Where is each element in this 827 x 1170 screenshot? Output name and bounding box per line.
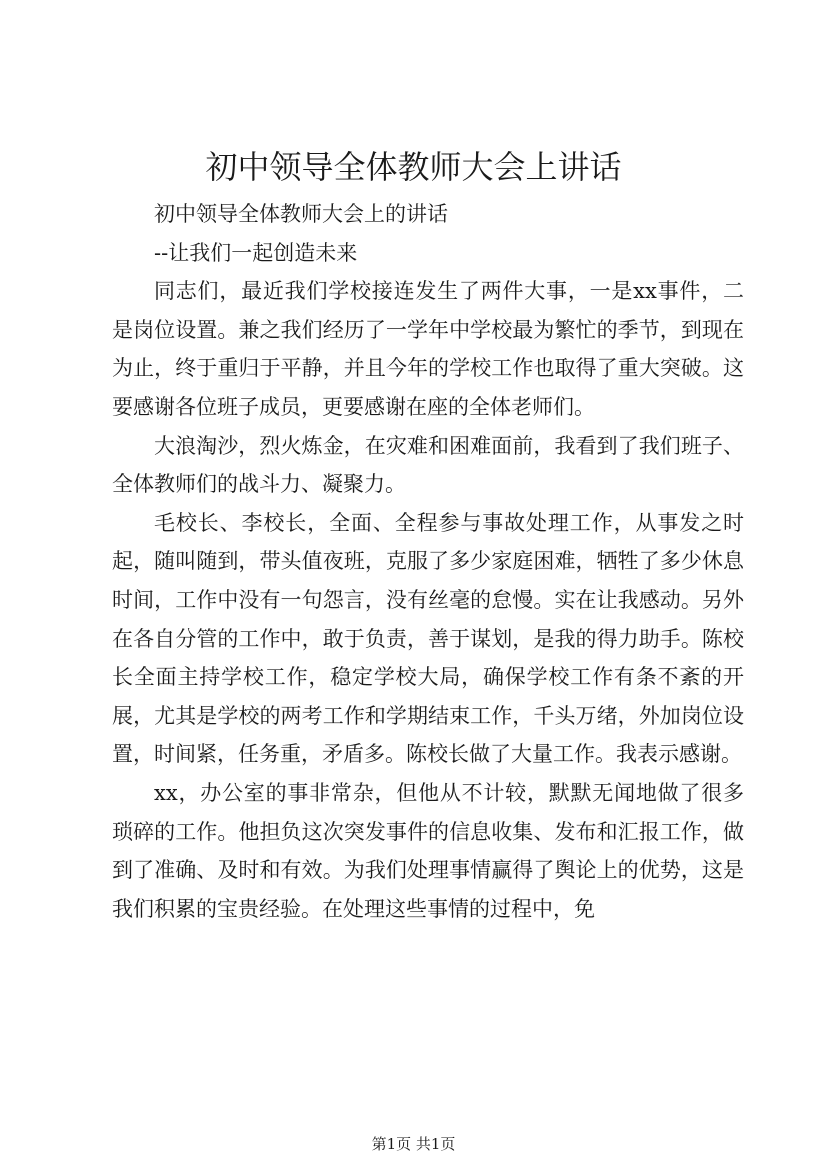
body-paragraph: 毛校长、李校长，全面、全程参与事故处理工作，从事发之时起，随叫随到，带头值夜班，克服了多少家庭困难，牺牲了多少休息时间，工作中没有一句怨言，没有丝毫的怠慢。实在让我感动。另外在各自分管的工作中，敢于负责，善于谋划，是我的得力助手。陈校长全面主持学校工作，稳定学校大局，确保学校工作有条不紊的开展，尤其是学校的两考工作和学期结束工作，千头万绪，外加岗位设置，时间紧，任务重，矛盾多。陈校长做了大量工作。我表示感谢。 <box>112 510 744 767</box>
subtitle-tagline: --让我们一起创造未来 <box>154 240 358 265</box>
document-title: 初中领导全体教师大会上讲话 <box>205 148 622 186</box>
subtitle-line: 初中领导全体教师大会上的讲话 <box>154 202 448 226</box>
document-body <box>112 195 744 928</box>
body-paragraph: 同志们，最近我们学校接连发生了两件大事，一是xx事件，二是岗位设置。兼之我们经历了一学年中学校最为繁忙的季节，到现在为止，终于重归于平静，并且今年的学校工作也取得了重大突破。这要感谢各位班子成员，更要感谢在座的全体老师们。 <box>112 279 744 419</box>
body-paragraph: xx，办公室的事非常杂，但他从不计较，默默无闻地做了很多琐碎的工作。他担负这次突发事件的信息收集、发布和汇报工作，做到了准确、及时和有效。为我们处理事情赢得了舆论上的优势，这是我们积累的宝贵经验。在处理这些事情的过程中，免 <box>112 780 744 921</box>
body-paragraph: 大浪淘沙，烈火炼金，在灾难和困难面前，我看到了我们班子、全体教师们的战斗力、凝聚力。 <box>112 433 744 497</box>
page-footer: 第1页 共1页 <box>371 1135 456 1153</box>
